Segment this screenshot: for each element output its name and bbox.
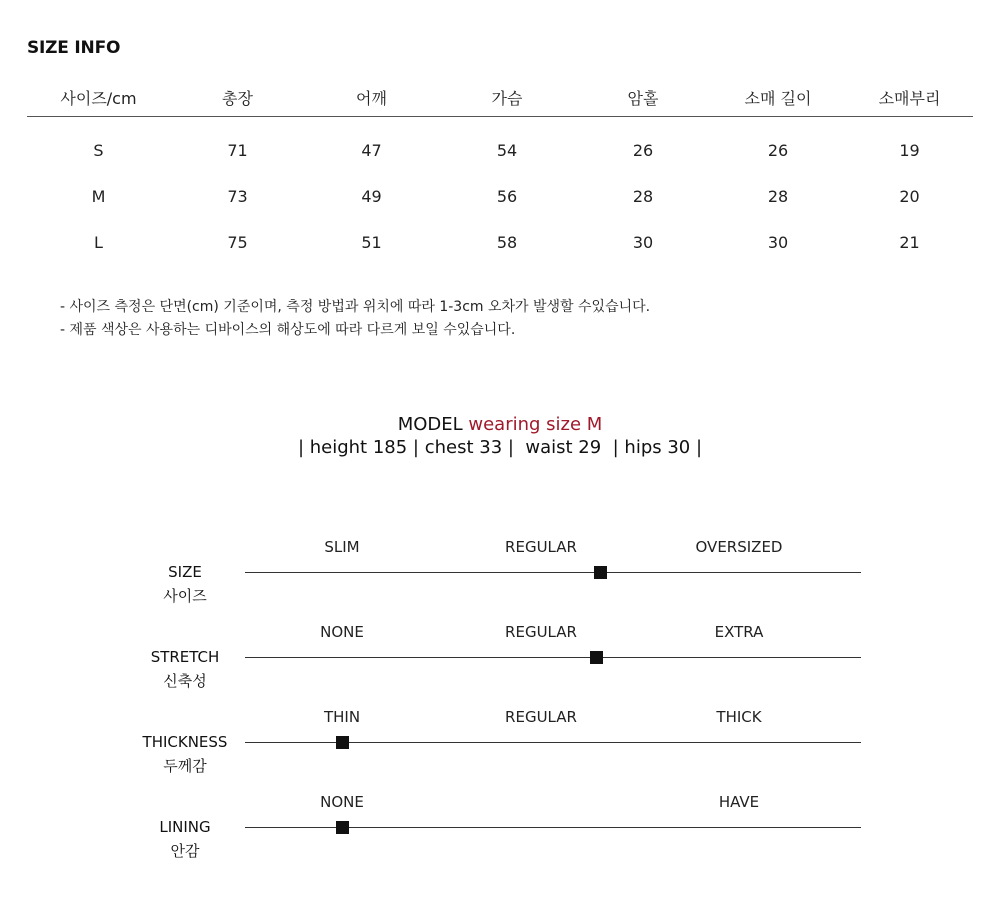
fit-row-size bbox=[0, 538, 1000, 618]
fit-label-ko: 안감 bbox=[170, 842, 200, 860]
header-sleeve-opening: 소매부리 bbox=[878, 88, 941, 108]
header-chest: 가슴 bbox=[491, 88, 523, 108]
size-info-title: SIZE INFO bbox=[27, 38, 121, 58]
table-cell: 28 bbox=[632, 186, 654, 206]
fit-label-en: THICKNESS bbox=[142, 733, 228, 751]
table-cell: 56 bbox=[496, 186, 518, 206]
fit-label bbox=[125, 645, 245, 693]
fit-label-en: LINING bbox=[159, 818, 211, 836]
table-cell: 26 bbox=[632, 140, 654, 160]
header-size: 사이즈/cm bbox=[60, 88, 137, 108]
fit-option: REGULAR bbox=[505, 538, 577, 556]
table-cell: 58 bbox=[496, 232, 518, 252]
table-cell: 20 bbox=[899, 186, 920, 206]
table-cell: 26 bbox=[767, 140, 789, 160]
fit-option: REGULAR bbox=[505, 708, 577, 726]
header-length: 총장 bbox=[222, 88, 253, 108]
model-measurements: | height 185 | chest 33 | waist 29 | hips 30 | bbox=[297, 437, 703, 458]
table-cell: L bbox=[94, 232, 103, 252]
table-cell: 51 bbox=[361, 232, 382, 252]
fit-label-ko: 사이즈 bbox=[163, 587, 207, 605]
fit-label-ko: 신축성 bbox=[163, 672, 207, 690]
fit-marker bbox=[336, 821, 349, 834]
header-shoulder: 어깨 bbox=[356, 88, 387, 108]
model-prefix: MODEL bbox=[397, 414, 469, 435]
fit-label bbox=[125, 730, 245, 778]
fit-label-en: SIZE bbox=[168, 563, 202, 581]
size-table-header bbox=[27, 78, 973, 117]
size-table bbox=[27, 78, 973, 265]
fit-option: NONE bbox=[320, 793, 364, 811]
fit-row-stretch bbox=[0, 623, 1000, 703]
fit-option: SLIM bbox=[324, 538, 360, 556]
fit-option: EXTRA bbox=[714, 623, 764, 641]
table-cell: 47 bbox=[361, 140, 382, 160]
fit-label bbox=[125, 560, 245, 608]
table-row bbox=[27, 219, 973, 265]
fit-label-ko: 두께감 bbox=[163, 757, 207, 775]
fit-option: THIN bbox=[323, 708, 361, 726]
fit-option: REGULAR bbox=[505, 623, 577, 641]
fit-label bbox=[125, 815, 245, 863]
table-row bbox=[27, 127, 973, 173]
fit-option: THICK bbox=[716, 708, 762, 726]
fit-label-en: STRETCH bbox=[150, 648, 220, 666]
fit-marker bbox=[594, 566, 607, 579]
header-sleeve-length: 소매 길이 bbox=[744, 88, 812, 108]
table-cell: S bbox=[93, 140, 104, 160]
fit-scale-line bbox=[245, 657, 861, 658]
model-wearing-size: wearing size M bbox=[468, 414, 603, 435]
fit-option: HAVE bbox=[718, 793, 760, 811]
table-cell: 75 bbox=[227, 232, 248, 252]
fit-row-thickness bbox=[0, 708, 1000, 788]
fit-marker bbox=[590, 651, 603, 664]
table-cell: 73 bbox=[227, 186, 248, 206]
header-armhole: 암홀 bbox=[627, 88, 659, 108]
table-cell: 28 bbox=[767, 186, 789, 206]
table-cell: M bbox=[91, 186, 106, 206]
fit-row-lining bbox=[0, 793, 1000, 873]
fit-option: OVERSIZED bbox=[695, 538, 783, 556]
table-cell: 19 bbox=[899, 140, 920, 160]
note-measurement: - 사이즈 측정은 단면(cm) 기준이며, 측정 방법과 위치에 따라 1-3cm 오차가 발생할 수있습니다. bbox=[60, 299, 651, 315]
table-cell: 54 bbox=[496, 140, 518, 160]
table-row bbox=[27, 173, 973, 219]
table-cell: 21 bbox=[899, 232, 920, 252]
fit-marker bbox=[336, 736, 349, 749]
table-cell: 71 bbox=[227, 140, 248, 160]
table-cell: 49 bbox=[361, 186, 382, 206]
fit-scale-line bbox=[245, 572, 861, 573]
model-heading bbox=[0, 414, 1000, 435]
table-cell: 30 bbox=[767, 232, 789, 252]
size-notes bbox=[60, 296, 650, 342]
fit-option: NONE bbox=[320, 623, 364, 641]
table-cell: 30 bbox=[632, 232, 654, 252]
note-color: - 제품 색상은 사용하는 디바이스의 해상도에 따라 다르게 보일 수있습니다. bbox=[60, 322, 516, 338]
